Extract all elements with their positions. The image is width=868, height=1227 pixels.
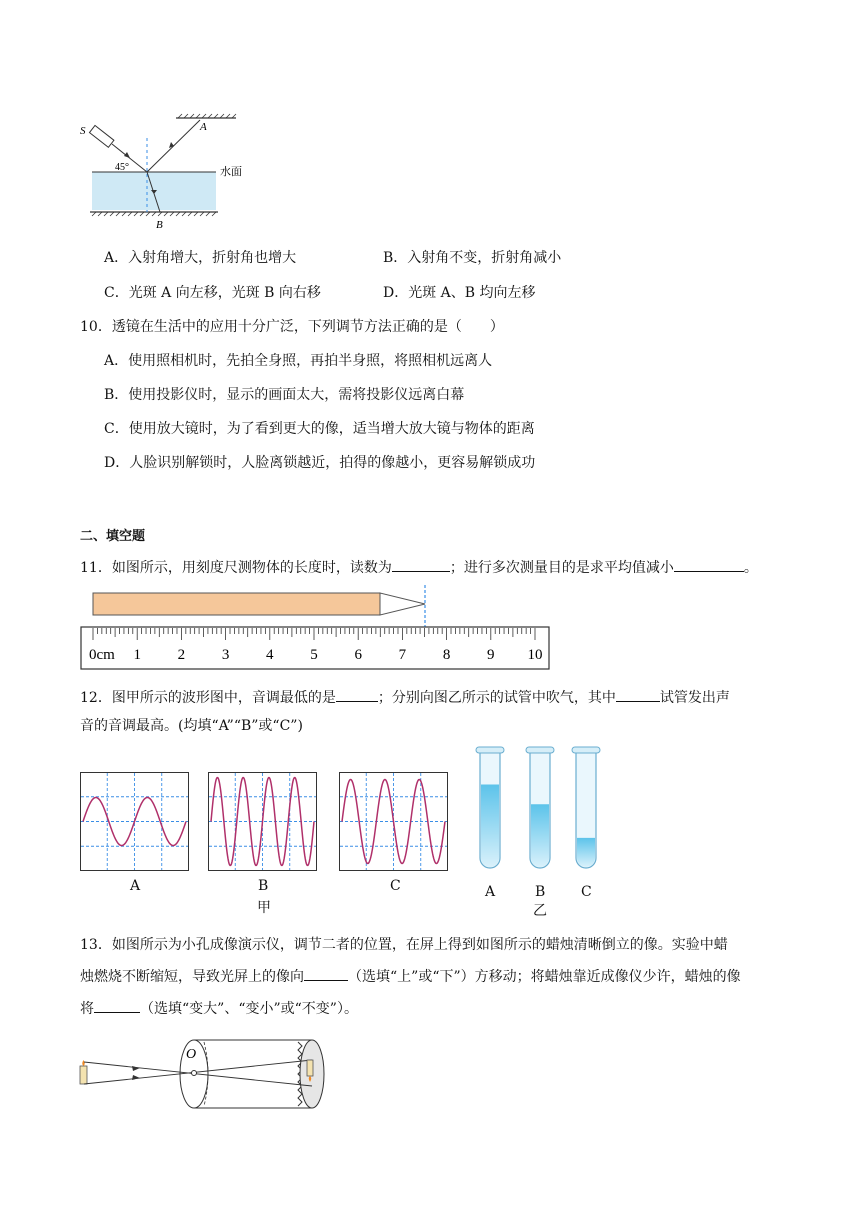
tube-label-a: A <box>485 884 496 900</box>
waveform-b <box>208 772 317 871</box>
ruler-label: 1 <box>133 647 141 663</box>
test-tubes <box>468 744 608 876</box>
q10-option-b: B．使用投影仪时，显示的画面太大，需将投影仪远离白幕 <box>104 387 465 403</box>
label-s: S <box>80 125 86 137</box>
pinhole-camera-diagram <box>76 1036 336 1112</box>
q13-stem-c: 将 <box>80 1001 94 1017</box>
test-tube <box>572 747 600 868</box>
q13-line-3 <box>80 998 358 1019</box>
wave-label-c: C <box>390 878 401 894</box>
tube-label-c: C <box>581 884 592 900</box>
test-tube <box>526 747 554 868</box>
q9-option-d: D．光斑 A、B 均向左移 <box>383 285 536 301</box>
label-b: B <box>156 219 163 231</box>
q9-option-a: A．入射角增大，折射角也增大 <box>104 250 297 266</box>
q10-option-a: A．使用照相机时，先拍全身照，再拍半身照，将照相机远离人 <box>104 353 493 369</box>
tube-water <box>577 838 595 867</box>
tube-label-b: B <box>535 884 546 900</box>
pinhole-label: O <box>186 1047 197 1062</box>
wave-label-b: B <box>258 878 269 894</box>
ruler-label: 10 <box>527 647 543 663</box>
q12-line-2: 音的音调最高。(均填“A”“B”或“C”) <box>80 718 303 734</box>
measured-object <box>93 593 380 615</box>
ruler-label: 5 <box>310 647 318 663</box>
q12-blank-2[interactable] <box>616 687 660 702</box>
q10-option-d: D．人脸识别解锁时，人脸离锁越近，拍得的像越小，更容易解锁成功 <box>104 455 536 471</box>
label-a: A <box>200 121 207 133</box>
q11-stem <box>80 557 758 578</box>
q10-option-c: C．使用放大镜时，为了看到更大的像，适当增大放大镜与物体的距离 <box>104 421 535 437</box>
q12-stem-a: 12．图甲所示的波形图中，音调最低的是 <box>80 690 336 706</box>
q10-stem: 10．透镜在生活中的应用十分广泛，下列调节方法正确的是（ ） <box>80 319 504 335</box>
laser-source <box>89 125 113 147</box>
section-title: 二、填空题 <box>80 529 146 544</box>
ruler-label: 9 <box>487 647 495 663</box>
waveform-c <box>339 772 448 871</box>
q11-blank-1[interactable] <box>392 557 450 572</box>
q13-stem-a: 烛燃烧不断缩短，导致光屏上的像向 <box>80 969 304 985</box>
inverted-candle-image <box>307 1060 313 1076</box>
tube-water <box>481 784 499 867</box>
ruler-label: 6 <box>354 647 362 663</box>
ruler-diagram <box>80 585 554 673</box>
pinhole <box>192 1071 197 1076</box>
q13-stem-d: （选填“变大”、“变小”或“不变”）。 <box>140 1001 358 1017</box>
wave-group-label: 甲 <box>257 900 271 916</box>
q12-line-1 <box>80 687 730 708</box>
q12-stem-b: ；分别向图乙所示的试管中吹气，其中 <box>377 690 616 706</box>
q11-stem-c: 。 <box>743 560 758 576</box>
tube-rim <box>572 747 600 753</box>
refraction-diagram <box>78 108 258 233</box>
q12-stem-c: 试管发出声 <box>659 690 730 706</box>
ruler-label: 3 <box>221 647 230 663</box>
water-label: 水面 <box>220 166 242 178</box>
q13-stem-b: （选填“上”或“下”）方移动；将蜡烛靠近成像仪少许，蜡烛的像 <box>348 969 741 985</box>
reflected-arrow <box>169 142 174 148</box>
ray-1-arrow <box>132 1066 140 1071</box>
tube-water <box>531 804 549 867</box>
q11-stem-b: ；进行多次测量目的是求平均值减小 <box>449 560 674 576</box>
ruler-label: 7 <box>398 647 407 663</box>
ray-2-arrow <box>132 1075 140 1080</box>
tube-group-label: 乙 <box>533 903 547 919</box>
q13-blank-1[interactable] <box>304 966 348 981</box>
object-tip <box>380 593 425 615</box>
test-tube <box>476 747 504 868</box>
q11-stem-a: 11．如图所示，用刻度尺测物体的长度时，读数为 <box>80 560 392 576</box>
q13-blank-2[interactable] <box>94 998 140 1013</box>
q13-line-2 <box>80 966 741 987</box>
waveform-a <box>80 772 189 871</box>
q9-option-b: B．入射角不变，折射角减小 <box>383 250 562 266</box>
ruler-label: 8 <box>442 647 451 663</box>
angle-label: 45° <box>115 162 129 173</box>
q11-blank-2[interactable] <box>674 557 744 572</box>
candle <box>80 1066 87 1084</box>
wave-label-a: A <box>130 878 141 894</box>
ruler-label: 4 <box>266 647 274 663</box>
tube-rim <box>476 747 504 753</box>
ruler-label: 0cm <box>89 647 115 663</box>
candle-flame <box>82 1060 85 1066</box>
bottom-hatch <box>92 212 216 216</box>
tube-rim <box>526 747 554 753</box>
incident-arrow <box>124 152 130 158</box>
q9-option-c: C．光斑 A 向左移，光斑 B 向右移 <box>104 285 321 301</box>
ruler-label: 2 <box>177 647 186 663</box>
q12-blank-1[interactable] <box>336 687 378 702</box>
q13-line-1: 13．如图所示为小孔成像演示仪，调节二者的位置，在屏上得到如图所示的蜡烛清晰倒立的像。实验中蜡 <box>80 937 728 953</box>
